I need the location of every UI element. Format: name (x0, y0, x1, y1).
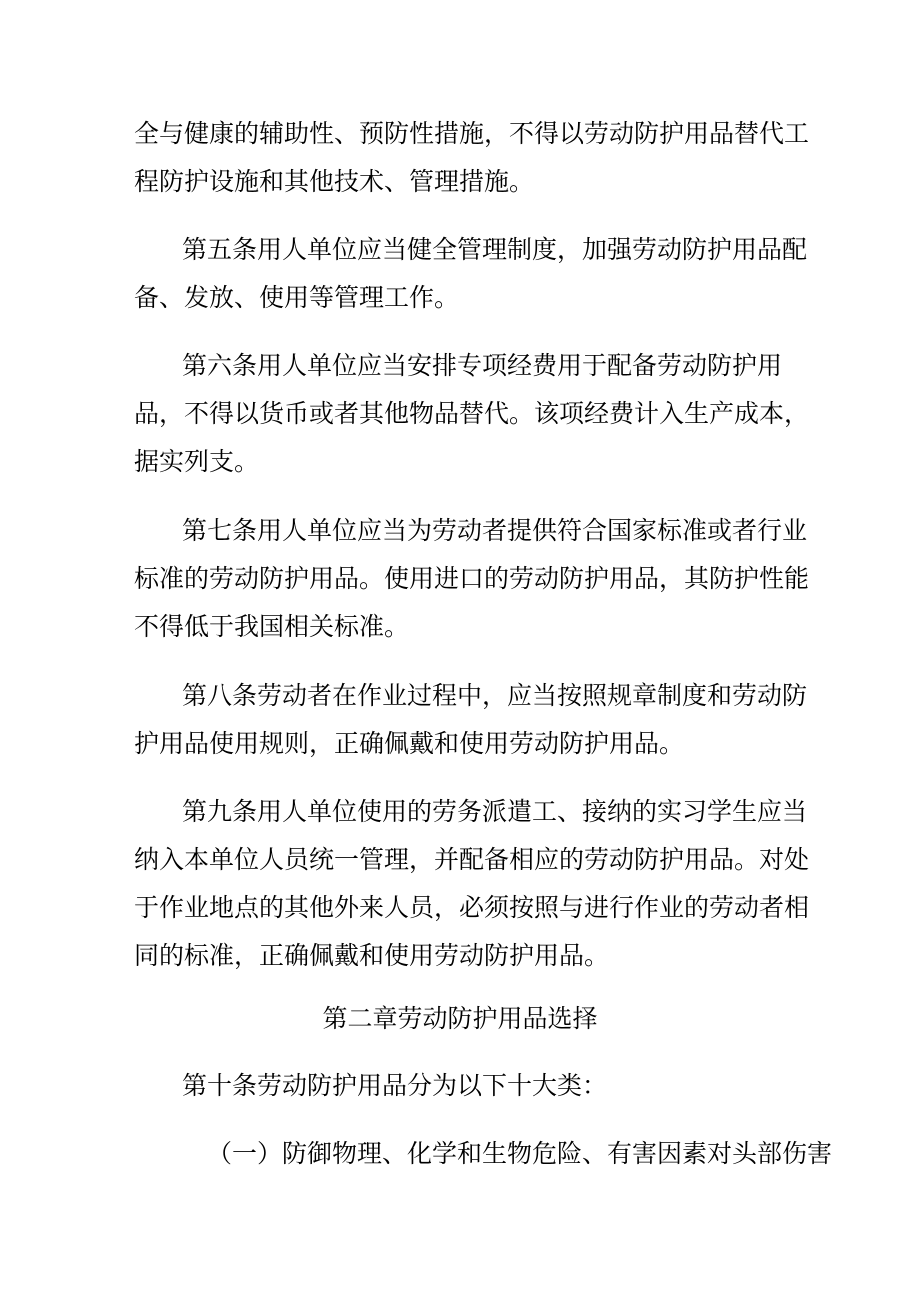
chapter-heading: 第二章劳动防护用品选择 (322, 1004, 598, 1033)
paragraph-article-8-line-2: 护用品使用规则，正确佩戴和使用劳动防护用品。 (134, 729, 685, 758)
paragraph-article-7-line-1: 第七条用人单位应当为劳动者提供符合国家标准或者行业 (182, 516, 808, 545)
paragraph-article-9-line-4: 同的标准，正确佩戴和使用劳动防护用品。 (134, 941, 610, 970)
paragraph-article-9-line-2: 纳入本单位人员统一管理，并配备相应的劳动防护用品。对处 (134, 845, 810, 874)
paragraph-article-6-line-3: 据实列支。 (134, 447, 260, 476)
paragraph-article-9-line-3: 于作业地点的其他外来人员，必须按照与进行作业的劳动者相 (134, 893, 810, 922)
paragraph-article-5-line-1: 第五条用人单位应当健全管理制度，加强劳动防护用品配 (182, 235, 808, 264)
paragraph-article-7-line-2: 标准的劳动防护用品。使用进口的劳动防护用品，其防护性能 (134, 564, 810, 593)
paragraph-article-7-line-3: 不得低于我国相关标准。 (134, 612, 410, 641)
paragraph-article-6-line-2: 品，不得以货币或者其他物品替代。该项经费计入生产成本， (134, 399, 810, 428)
paragraph-article-10: 第十条劳动防护用品分为以下十大类： (182, 1071, 608, 1100)
paragraph-article-9-line-1: 第九条用人单位使用的劳务派遣工、接纳的实习学生应当 (182, 797, 808, 826)
list-item-1: （一）防御物理、化学和生物危险、有害因素对头部伤害 (207, 1139, 833, 1168)
paragraph-article-5-line-2: 备、发放、使用等管理工作。 (134, 283, 460, 312)
paragraph-article-4-line-1: 全与健康的辅助性、预防性措施，不得以劳动防护用品替代工 (134, 119, 810, 148)
paragraph-article-4-line-2: 程防护设施和其他技术、管理措施。 (134, 167, 535, 196)
paragraph-article-8-line-1: 第八条劳动者在作业过程中，应当按照规章制度和劳动防 (182, 681, 808, 710)
paragraph-article-6-line-1: 第六条用人单位应当安排专项经费用于配备劳动防护用 (182, 351, 783, 380)
